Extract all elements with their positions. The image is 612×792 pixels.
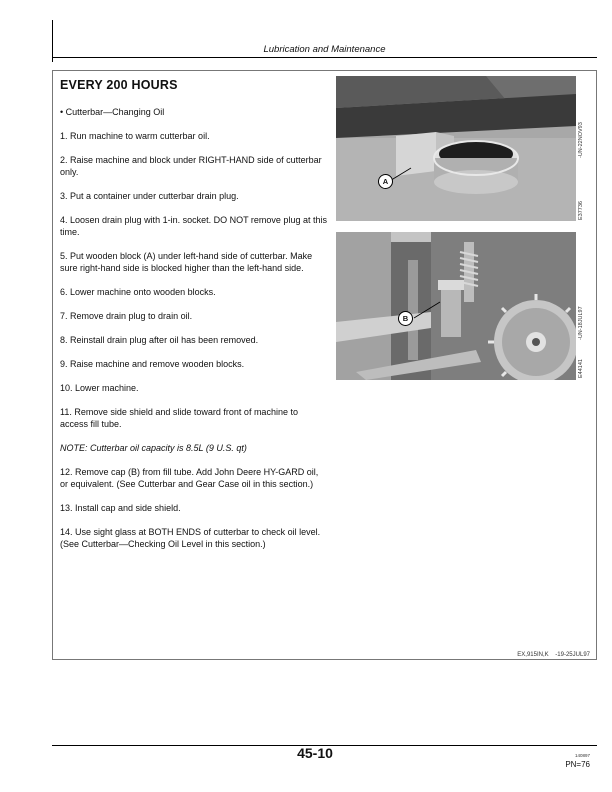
step-1: 1. Run machine to warm cutterbar oil. (60, 131, 210, 141)
photo1-code-bottom: E37736 (578, 201, 584, 220)
drain-plug-illustration (336, 76, 576, 221)
photo2-code-bottom: E44141 (578, 359, 584, 378)
callout-b: B (398, 311, 413, 326)
photo-fill-tube (336, 232, 576, 380)
step-5: 5. Put wooden block (A) under left-hand side of cutterbar. Make sure right-hand side is blocked higher than the left-hand side. (60, 251, 313, 273)
step-3: 3. Put a container under cutterbar drain plug. (60, 191, 239, 201)
header-rule (52, 57, 597, 58)
step-2: 2. Raise machine and block under RIGHT-HAND side of cutterbar only. (60, 155, 322, 177)
bullet-item: • Cutterbar—Changing Oil (60, 107, 165, 117)
footer-small-code: 140897 (574, 753, 590, 758)
fill-tube-illustration (336, 232, 576, 380)
step-7: 7. Remove drain plug to drain oil. (60, 311, 193, 321)
step-6: 6. Lower machine onto wooden blocks. (60, 287, 216, 297)
step-11: 11. Remove side shield and slide toward front of machine to access fill tube. (60, 407, 298, 429)
step-14: 14. Use sight glass at BOTH ENDS of cutterbar to check oil level. (See Cutterbar—Checking Oil Level in this section.) (60, 527, 321, 549)
step-9: 9. Raise machine and remove wooden blocks. (60, 359, 245, 369)
page-number: 45-10 (297, 745, 333, 761)
callout-a: A (378, 174, 393, 189)
document-code: EX,915IN,K -19-25JUL97 (517, 652, 590, 658)
photo1-code-top: -UN-22NOV93 (578, 122, 584, 158)
left-margin-rule (52, 20, 53, 62)
step-12: 12. Remove cap (B) from fill tube. Add John Deere HY-GARD oil, or equivalent. (See Cutterbar and Gear Case oil in this section.) (60, 467, 319, 489)
photo2-code-top: -UN-18JUL97 (578, 306, 584, 340)
capacity-note: NOTE: Cutterbar oil capacity is 8.5L (9 U.S. qt) (60, 443, 247, 453)
step-10: 10. Lower machine. (60, 383, 139, 393)
pn-number: PN=76 (565, 760, 590, 769)
instructions-column (60, 78, 328, 562)
section-title: EVERY 200 HOURS (60, 78, 178, 92)
step-13: 13. Install cap and side shield. (60, 503, 181, 513)
photo-drain-plug (336, 76, 576, 221)
step-4: 4. Loosen drain plug with 1-in. socket. DO NOT remove plug at this time. (60, 215, 327, 237)
step-8: 8. Reinstall drain plug after oil has been removed. (60, 335, 259, 345)
page-header-title: Lubrication and Maintenance (263, 44, 386, 55)
